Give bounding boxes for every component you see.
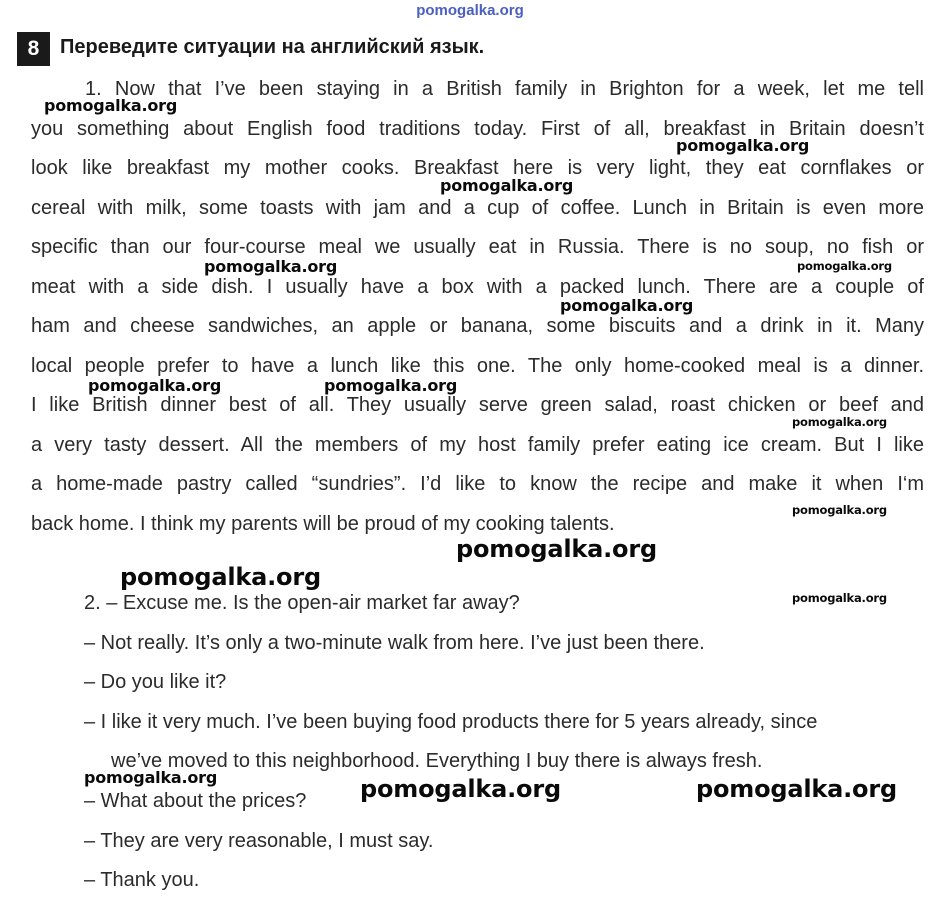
paragraph-line: ham and cheese sandwiches, an apple or banana, some biscuits and a drink in it. Many [31,315,924,337]
watermark: pomogalka.org [797,259,892,273]
exercise-instruction: Переведите ситуации на английский язык. [60,36,485,58]
watermark: pomogalka.org [560,296,694,315]
watermark: pomogalka.org [440,176,574,195]
dialogue-line: – Thank you. [84,869,200,892]
exercise-number-badge: 8 [17,32,50,66]
paragraph-line: I like British dinner best of all. They usually serve green salad, roast chicken or beef and [31,394,924,416]
paragraph-line: cereal with milk, some toasts with jam and a cup of coffee. Lunch in Britain is even more [31,196,924,219]
watermark: pomogalka.org [676,136,810,155]
paragraph-line: back home. I think my parents will be proud of my cooking talents. [31,512,615,535]
dialogue-line: we’ve moved to this neighborhood. Everything I buy there is always fresh. [111,750,763,773]
paragraph-line: look like breakfast my mother cooks. Breakfast here is very light, they eat cornflakes or [31,157,924,179]
watermark: pomogalka.org [88,376,222,395]
dialogue-line: 2. – Excuse me. Is the open-air market far away? [84,592,520,614]
watermark: pomogalka.org [792,591,887,605]
watermark: pomogalka.org [792,503,887,517]
dialogue-line: – Do you like it? [84,671,227,694]
watermark: pomogalka.org [360,775,561,803]
watermark: pomogalka.org [792,415,887,429]
watermark: pomogalka.org [44,96,178,115]
paragraph-line: a home-made pastry called “sundries”. I’d like to know the recipe and make it when I‘m [31,473,924,495]
dialogue-line: – What about the prices? [84,789,307,812]
watermark: pomogalka.org [120,563,321,591]
watermark: pomogalka.org [324,376,458,395]
paragraph-line: local people prefer to have a lunch like this one. The only home-cooked meal is a dinner. [31,354,924,377]
site-watermark-top: pomogalka.org [416,2,524,19]
watermark: pomogalka.org [456,535,657,563]
paragraph-line: 1. Now that I’ve been staying in a British family in Brighton for a week, let me tell [85,78,924,100]
paragraph-line: meat with a side dish. I usually have a box with a packed lunch. There are a couple of [31,275,924,298]
watermark: pomogalka.org [204,257,338,276]
dialogue-line: – I like it very much. I’ve been buying food products there for 5 years already, since [84,710,818,733]
paragraph-line: specific than our four-course meal we usually eat in Russia. There is no soup, no fish or [31,236,924,258]
paragraph-line: you something about English food traditions today. First of all, breakfast in Britain doesn’t [31,117,924,140]
dialogue-line: – Not really. It’s only a two-minute walk from here. I’ve just been there. [84,631,705,654]
situation-2-dialogue [84,584,817,901]
paragraph-line: a very tasty dessert. All the members of my host family prefer eating ice cream. But I like [31,433,924,456]
watermark: pomogalka.org [696,775,897,803]
dialogue-line: – They are very reasonable, I must say. [84,829,434,852]
watermark: pomogalka.org [84,768,218,787]
